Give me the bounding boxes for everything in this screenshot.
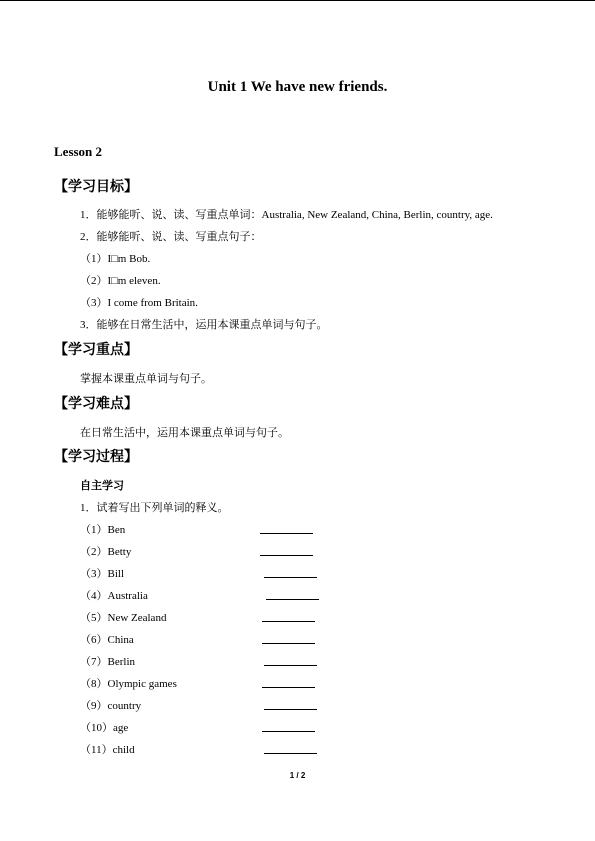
self-study-heading: 自主学习 [80, 479, 124, 492]
goal-line: 1．能够能听、说、读、写重点单词：Australia, New Zealand, China, Berlin, country, age. [80, 209, 493, 221]
exercise-instruction: 1．试着写出下列单词的释义。 [80, 502, 229, 514]
answer-blank[interactable] [264, 709, 317, 710]
answer-blank[interactable] [262, 643, 315, 644]
answer-blank[interactable] [262, 621, 315, 622]
word-item: （8）Olympic games [80, 678, 177, 690]
goal-line: 3．能够在日常生活中，运用本课重点单词与句子。 [80, 319, 328, 331]
answer-blank[interactable] [264, 577, 317, 578]
answer-blank[interactable] [262, 731, 315, 732]
answer-blank[interactable] [266, 599, 319, 600]
goals-heading: 【学习目标】 [54, 179, 138, 195]
word-item: （3）Bill [80, 568, 125, 580]
answer-blank[interactable] [264, 753, 317, 754]
word-item: （5）New Zealand [80, 612, 167, 624]
key-points-text: 掌握本课重点单词与句子。 [80, 373, 212, 385]
word-item: （11）child [80, 744, 135, 756]
goal-line: （1）I□m Bob. [80, 253, 151, 265]
word-item: （10）age [80, 722, 129, 734]
word-item: （6）China [80, 634, 134, 646]
answer-blank[interactable] [260, 555, 313, 556]
word-item: （4）Australia [80, 590, 148, 602]
goal-line: （3）I come from Britain. [80, 297, 198, 309]
difficulty-text: 在日常生活中，运用本课重点单词与句子。 [80, 427, 289, 439]
document-title: Unit 1 We have new friends. [207, 79, 388, 95]
word-item: （9）country [80, 700, 142, 712]
header-rule [0, 0, 595, 1]
page-number: 1 / 2 [289, 771, 306, 780]
goal-line: 2．能够能听、说、读、写重点句子： [80, 231, 262, 243]
answer-blank[interactable] [260, 533, 313, 534]
answer-blank[interactable] [264, 665, 317, 666]
word-item: （7）Berlin [80, 656, 135, 668]
process-heading: 【学习过程】 [54, 449, 138, 465]
key-points-heading: 【学习重点】 [54, 342, 138, 358]
lesson-heading: Lesson 2 [54, 144, 103, 159]
word-item: （2）Betty [80, 546, 132, 558]
goal-line: （2）I□m eleven. [80, 275, 161, 287]
word-item: （1）Ben [80, 524, 126, 536]
difficulty-heading: 【学习难点】 [54, 396, 138, 412]
answer-blank[interactable] [262, 687, 315, 688]
